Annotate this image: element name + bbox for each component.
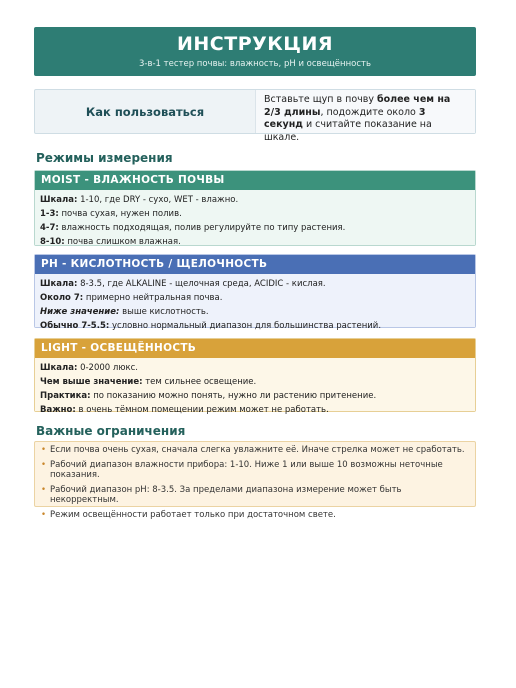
- light-mode-card: [34, 338, 476, 415]
- limit-item: • Режим освещённости работает только при достаточном свете.: [41, 510, 469, 521]
- light-row: Чем выше значение: тем сильнее освещение.: [40, 377, 257, 387]
- moist-row: 8-10: почва слишком влажная.: [40, 237, 181, 247]
- how-to-text-pre: Вставьте щуп в почву: [264, 94, 377, 105]
- ph-mode-heading: PH - КИСЛОТНОСТЬ / ЩЕЛОЧНОСТЬ: [35, 255, 475, 274]
- how-to-use-box: [34, 89, 476, 143]
- ph-row: Шкала: 8-3.5, где ALKALINE - щелочная среда, ACIDIC - кислая.: [40, 279, 326, 289]
- how-to-text-mid: , подождите около: [320, 106, 419, 118]
- how-to-wait-time: 3 секунд: [264, 106, 426, 130]
- moist-mode-body: [35, 190, 475, 245]
- light-mode-body: [35, 358, 475, 415]
- moist-row: Шкала: 1-10, где DRY - сухо, WET - влажно.: [40, 195, 239, 205]
- moist-row: 4-7: влажность подходящая, полив регулируйте по типу растения.: [40, 223, 346, 233]
- page-subtitle: 3-в-1 тестер почвы: влажность, pH и освещённость: [139, 59, 371, 69]
- ph-row: Около 7: примерно нейтральная почва.: [40, 293, 223, 303]
- light-row: Шкала: 0-2000 люкс.: [40, 363, 138, 373]
- moist-mode-heading: MOIST - ВЛАЖНОСТЬ ПОЧВЫ: [35, 171, 475, 190]
- how-to-depth: более чем на 2/3 длины: [264, 94, 451, 118]
- how-to-text-post: и считайте показание на шкале.: [264, 119, 432, 143]
- light-row: Практика: по показанию можно понять, нужно ли растению притенение.: [40, 391, 377, 401]
- ph-row: Обычно 7-5.5: условно нормальный диапазон для большинства растений.: [40, 321, 382, 331]
- modes-section-title: Режимы измерения: [36, 151, 173, 165]
- ph-row: Ниже значение: выше кислотность.: [40, 307, 209, 317]
- limits-box: [34, 441, 476, 520]
- limit-item: • Рабочий диапазон pH: 8-3.5. За пределами диапазона измерение может быть некорректным.: [41, 485, 469, 506]
- page-title: ИНСТРУКЦИЯ: [177, 33, 333, 55]
- moist-mode-card: [34, 170, 476, 246]
- ph-mode-body: [35, 274, 475, 331]
- light-mode-heading: LIGHT - ОСВЕЩЁННОСТЬ: [35, 339, 475, 358]
- limit-item: • Рабочий диапазон влажности прибора: 1-10. Ниже 1 или выше 10 возможны неточные показания.: [41, 460, 469, 481]
- page-header: [34, 27, 476, 76]
- light-row: Важно: в очень тёмном помещении режим может не работать.: [40, 405, 329, 415]
- ph-mode-card: [34, 254, 476, 331]
- how-to-use-title: Как пользоваться: [85, 104, 205, 119]
- limit-item: • Если почва очень сухая, сначала слегка увлажните её. Иначе стрелка может не сработать.: [41, 445, 469, 456]
- moist-row: 1-3: почва сухая, нужен полив.: [40, 209, 182, 219]
- how-to-use-text: [255, 90, 475, 143]
- limits-section-title: Важные ограничения: [36, 424, 186, 438]
